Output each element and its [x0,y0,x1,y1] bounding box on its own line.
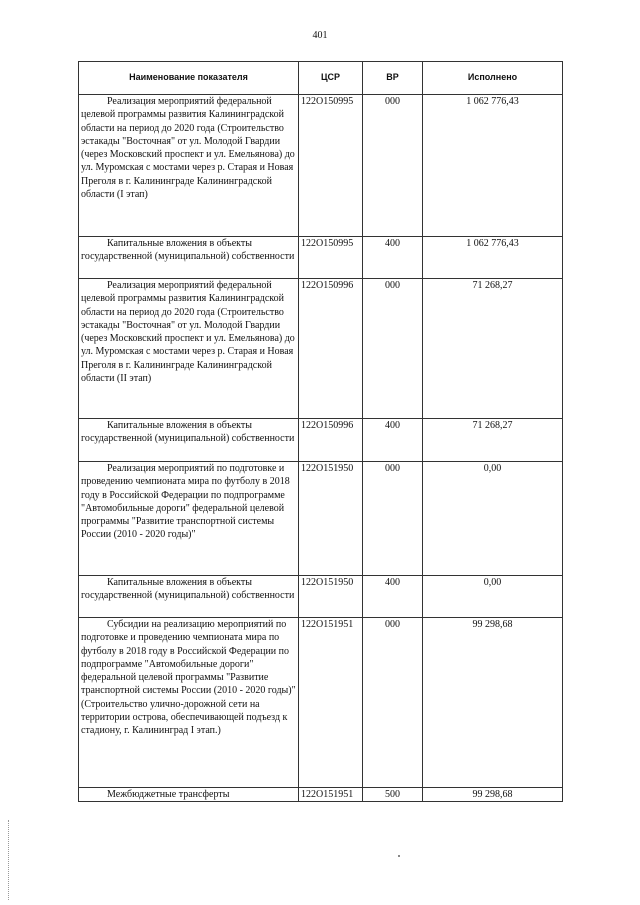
header-executed: Исполнено [423,62,563,95]
row-name: Капитальные вложения в объекты государственной (муниципальной) собственности [79,419,299,462]
header-csr: ЦСР [299,62,363,95]
page-number: 401 [312,30,328,41]
row-csr: 122O150996 [299,419,363,462]
row-csr: 122O150996 [299,279,363,419]
row-amount: 71 268,27 [423,279,563,419]
row-csr: 122O151950 [299,462,363,576]
row-vr: 400 [363,237,423,279]
row-csr: 122O150995 [299,95,363,237]
header-vr: ВР [363,62,423,95]
row-amount: 71 268,27 [423,419,563,462]
table-row [79,95,563,237]
row-csr: 122O151951 [299,788,363,802]
scan-artifact-dot [398,855,400,857]
row-csr: 122O150995 [299,237,363,279]
row-csr: 122O151950 [299,576,363,618]
row-amount: 1 062 776,43 [423,95,563,237]
row-vr: 000 [363,618,423,788]
row-vr: 400 [363,419,423,462]
execution-table [78,61,563,802]
table-row [79,237,563,279]
table-row [79,279,563,419]
row-vr: 500 [363,788,423,802]
scan-margin-marks [8,820,11,900]
row-name: Реализация мероприятий по подготовке и проведению чемпионата мира по футболу в 2018 году в Российской Федерации по подпрограмме "Автомобильные дороги" федеральной целевой программы "Развитие транспортной системы России (2010 - 2020 годы)" [79,462,299,576]
table-header-row [79,62,563,95]
row-amount: 99 298,68 [423,618,563,788]
row-name: Реализация мероприятий федеральной целевой программы развития Калининградской области на период до 2020 года (Строительство эстакады "Восточная" от ул. Молодой Гвардии (через Московский проспект и ул. Емельянова) до ул. Муромская с мостами через р. Старая и Новая Преголя в г. Калининграде Калининградской области (I этап) [79,95,299,237]
table-row [79,788,563,802]
row-name: Межбюджетные трансферты [79,788,299,802]
row-amount: 1 062 776,43 [423,237,563,279]
header-indicator-name: Наименование показателя [79,62,299,95]
table-row [79,419,563,462]
table-row [79,618,563,788]
row-name: Субсидии на реализацию мероприятий по подготовке и проведению чемпионата мира по футболу в 2018 году в Российской Федерации по подпрограмме "Автомобильные дороги" федеральной целевой программы "Развитие транспортной системы России (2010 - 2020 годы)" (Строительство улично-дорожной сети на территории острова, обеспечивающей подъезд к стадиону, г. Калининград I этап.) [79,618,299,788]
row-vr: 000 [363,95,423,237]
row-name: Капитальные вложения в объекты государственной (муниципальной) собственности [79,576,299,618]
row-vr: 400 [363,576,423,618]
row-amount: 0,00 [423,462,563,576]
row-name: Капитальные вложения в объекты государственной (муниципальной) собственности [79,237,299,279]
table-row [79,576,563,618]
table-row [79,462,563,576]
row-vr: 000 [363,279,423,419]
row-amount: 0,00 [423,576,563,618]
row-name: Реализация мероприятий федеральной целевой программы развития Калининградской области на период до 2020 года (Строительство эстакады "Восточная" от ул. Молодой Гвардии (через Московский проспект и ул. Емельянова) до ул. Муромская с мостами через р. Старая и Новая Преголя в г. Калининграде Калининградской области (II этап) [79,279,299,419]
row-vr: 000 [363,462,423,576]
row-csr: 122O151951 [299,618,363,788]
row-amount: 99 298,68 [423,788,563,802]
